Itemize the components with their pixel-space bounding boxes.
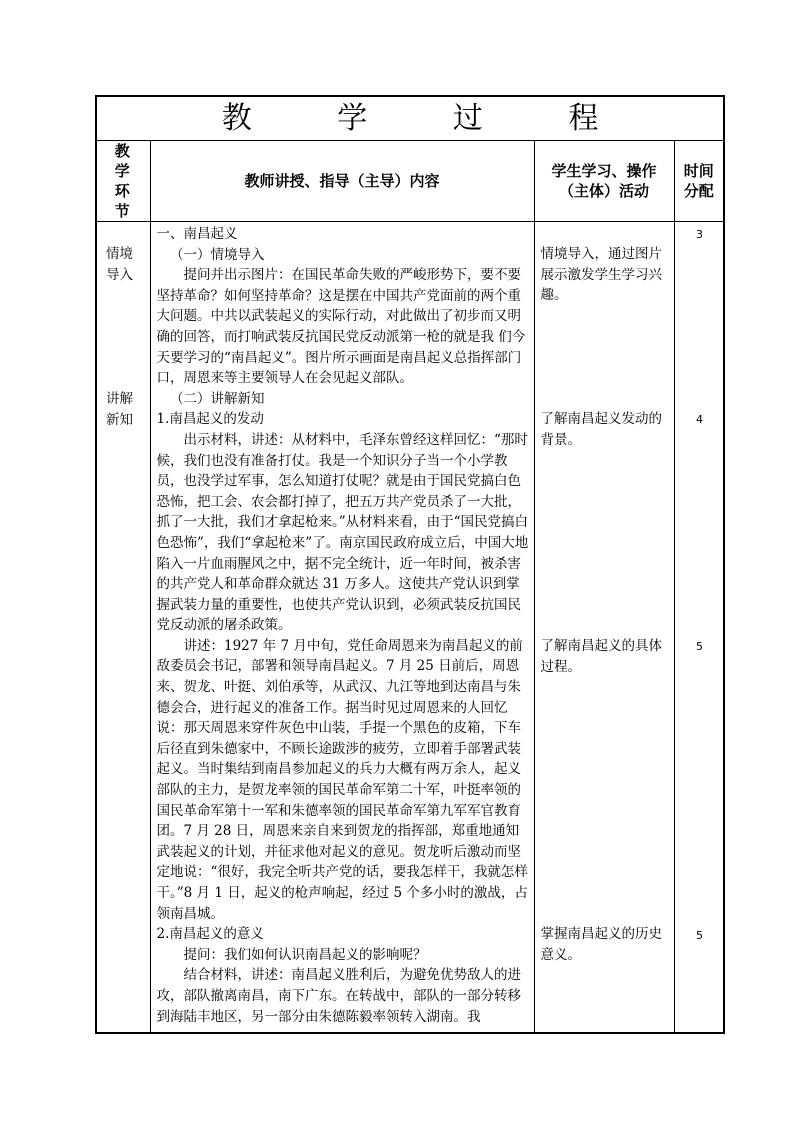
- activity-column: [534, 222, 674, 1034]
- paragraph-launch: 出示材料，讲述：从材料中，毛泽东曾经这样回忆：“那时候，我们也没有准备打仗。我是一个知识分子当一个小学教员，也没学过军事，怎么知道打仗呢？就是由于国民党搞白色恐怖，把工会、农会都打掉了，把五万共产党员杀了一大批，抓了一大批，我们才拿起枪来。”从材料来看，由于“国民党搞白色恐怖”，我们“拿起枪来”了。南京国民政府成立后，中国大地陷入一片血雨腥风之中，据不完全统计，近一年时间，被杀害的共产党人和革命群众就达 31 万多人。这使共产党认识到掌握武装力量的重要性，也使共产党认识到，必须武装反抗国民 党反动派的屠杀政策。: [156, 431, 529, 634]
- time-value: 4: [696, 413, 703, 426]
- subsection-new-knowledge: （二）讲解新知: [170, 390, 265, 407]
- time-column: [674, 222, 724, 1034]
- header-activity: 学生学习、操作（主体）活动: [534, 141, 674, 222]
- paragraph-intro: 提问并出示图片：在国民革命失败的严峻形势下，要不要坚持革命？如何坚持革命？这是摆在中国共产党面前的两个重大问题。中共以武装起义的实际行动，对此做出了初步而又明确的回答，而打响武装反抗国民党反动派第一枪的就是我 们今天要学习的“南昌起义”。图片所示画面是南昌起义总指挥部门口，周恩来等主要领导人在会见起义部队。: [156, 267, 526, 387]
- lesson-table: [95, 95, 725, 1034]
- time-value: 5: [696, 640, 703, 653]
- header-stage: 教学环节: [96, 141, 150, 222]
- content-column: [150, 222, 534, 1034]
- time-value: 3: [696, 228, 703, 241]
- topic-launch: 1.南昌起义的发动: [156, 411, 264, 428]
- stage-column: [96, 222, 150, 1034]
- activity-item: 了解南昌起义的具体过程。: [540, 638, 662, 675]
- header-time: 时间分配: [674, 141, 724, 222]
- paragraph-question: 提问：我们如何认识南昌起义的影响呢？: [183, 946, 427, 963]
- activity-item: 掌握南昌起义的历史意义。: [540, 926, 662, 963]
- section-heading: 一、南昌起义: [156, 226, 238, 242]
- activity-item: 了解南昌起义发动的背景。: [540, 411, 662, 448]
- paragraph-process: 讲述：1927 年 7 月中旬，党任命周恩来为南昌起义的前敌委员会书记，部署和领导南昌起义。7 月 25 日前后，周恩来、贺龙、叶挺、刘伯承等，从武汉、九江等地到达南昌与朱德会合，进行起义的准备工作。据当时见过周恩来的人回忆说：那天周恩来穿件灰色中山装，手提一个黑色的皮箱，下车后径直到朱德家中，不顾长途跋涉的疲劳，立即着手部署武装起义。当时集结到南昌参加起义的兵力大概有两万余人，起义部队的主力，是贺龙率领的国民革命军第二十军，叶挺率领的国民革命军第十一军和朱德率领的国民革命军第九军军官教育团。7 月 28 日，周恩来亲自来到贺龙的指挥部，郑重地通知武装起义的计划，并征求他对起义的意见。贺龙听后激动而坚定地说：“很好，我完全听共产党的话，要我怎样干，我就怎样干。”8 月 1 日，起义的枪声响起，经过 5 个多小时的激战，占领南昌城。: [156, 637, 528, 922]
- stage-new-knowledge: 讲解新知: [106, 391, 133, 428]
- topic-significance: 2.南昌起义的意义: [156, 926, 264, 943]
- subsection-intro: （一）情境导入: [170, 246, 265, 263]
- stage-intro: 情境导入: [106, 246, 133, 283]
- header-content: 教师讲授、指导（主导）内容: [150, 141, 534, 222]
- time-value: 5: [696, 929, 703, 942]
- table-title: 教 学 过 程: [96, 96, 724, 141]
- paragraph-significance: 结合材料，讲述：南昌起义胜利后，为避免优势敌人的进攻，部队撤离南昌，南下广东。在转战中，部队的一部分转移到海陆丰地区，另一部分由朱德陈毅率领转入湖南。我: [156, 967, 521, 1025]
- activity-item: 情境导入，通过图片展示激发学生学习兴趣。: [540, 246, 662, 304]
